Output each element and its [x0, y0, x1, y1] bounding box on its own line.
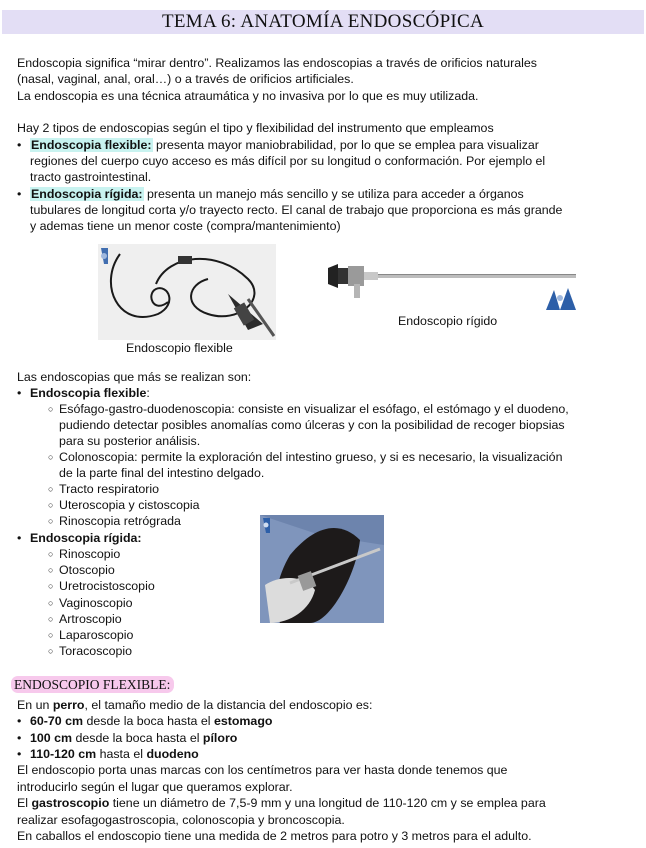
- dog-intro: [17, 697, 372, 713]
- flex-item-4-text: Uteroscopia y cistoscopia: [59, 498, 200, 512]
- gastroscope-line-1: [17, 795, 546, 811]
- flexible-endoscope-photo: [98, 244, 276, 340]
- arthroscopy-photo: [260, 515, 384, 623]
- circle-bullet-icon: ○: [48, 581, 54, 591]
- circle-bullet-icon: ○: [48, 452, 54, 462]
- dog-intro-c: , el tamaño medio de la distancia del endoscopio es:: [84, 698, 373, 712]
- measure-2-a: 100 cm: [30, 731, 73, 745]
- types-lead: Hay 2 tipos de endoscopias según el tipo y flexibilidad del instrumento que empleamos: [17, 121, 494, 135]
- measure-1-b: desde la boca hasta el: [83, 714, 214, 728]
- measure-1-a: 60-70 cm: [30, 714, 84, 728]
- intro-line-3: La endoscopia es una técnica atraumática y no invasiva por lo que es muy utilizada.: [17, 89, 479, 103]
- bullet-dot: •: [17, 714, 22, 728]
- type-flexible-line-1: presenta mayor maniobrabilidad, por lo que se emplea para visualizar: [152, 138, 539, 152]
- dog-intro-a: En un: [17, 698, 53, 712]
- type-flexible-line-3: tracto gastrointestinal.: [30, 170, 152, 184]
- rigid-item-text: Laparoscopio: [59, 628, 134, 642]
- bullet-dot: •: [17, 731, 22, 745]
- rigid-heading-text: Endoscopia rígida:: [30, 531, 142, 545]
- circle-bullet-icon: ○: [48, 565, 54, 575]
- term-flexible: Endoscopia flexible:: [31, 138, 152, 152]
- flex-item-1-line-2: pudiendo detectar posibles anomalías como úlceras y con la posibilidad de recoger biopsias: [59, 418, 565, 432]
- rigid-endoscope-photo: [324, 254, 578, 314]
- circle-bullet-icon: ○: [48, 484, 54, 494]
- flex-item-5-text: Rinoscopia retrógrada: [59, 514, 181, 528]
- section-title-text: ENDOSCOPIO FLEXIBLE:: [11, 676, 174, 693]
- gastro-b: gastroscopio: [31, 796, 110, 810]
- flex-heading-text: Endoscopia flexible: [30, 386, 147, 400]
- gastro-a: El: [17, 796, 32, 810]
- measure-3-b: hasta el: [96, 747, 147, 761]
- rigid-endoscope-caption: Endoscopio rígido: [398, 314, 498, 328]
- bullet-dot: •: [17, 531, 22, 545]
- bullet-dot: •: [17, 138, 22, 152]
- rigid-item-text: Rinoscopio: [59, 547, 121, 561]
- measure-2-b: desde la boca hasta el: [72, 731, 203, 745]
- gastro-c: tiene un diámetro de 7,5-9 mm y una longitud de 110-120 cm y se emplea para: [109, 796, 546, 810]
- measure-2-c: píloro: [202, 731, 238, 745]
- logo-icon: [101, 248, 108, 264]
- circle-bullet-icon: ○: [48, 549, 54, 559]
- flex-item-3-text: Tracto respiratorio: [59, 482, 160, 496]
- bullet-dot: •: [17, 747, 22, 761]
- circle-bullet-icon: ○: [48, 500, 54, 510]
- bullet-dot: •: [17, 386, 22, 400]
- flex-heading-colon: :: [146, 386, 150, 400]
- intro-line-1: Endoscopia significa “mirar dentro”. Realizamos las endoscopias a través de orificios naturales: [17, 56, 537, 70]
- section-title: [11, 676, 174, 693]
- rigid-item-text: Vaginoscopio: [59, 596, 133, 610]
- gastroscope-line-2: realizar esofagogastroscopia, colonoscopia y broncoscopia.: [17, 813, 345, 827]
- marks-line-1: El endoscopio porta unas marcas con los centímetros para ver hasta donde tenemos que: [17, 763, 508, 777]
- rigid-item-text: Uretrocistoscopio: [59, 579, 155, 593]
- rigid-item-text: Toracoscopio: [59, 644, 133, 658]
- circle-bullet-icon: ○: [48, 598, 54, 608]
- type-flexible-line-2: regiones del cuerpo cuyo acceso es más difícil por su longitud o conformación. Por ejemplo el: [30, 154, 546, 168]
- type-rigid-line-2: tubulares de longitud corta y/o trayecto recto. El canal de trabajo que proporciona es más grande: [30, 203, 563, 217]
- flex-item-1-line-3: para su posterior análisis.: [59, 434, 201, 448]
- measure-3-a: 110-120 cm: [30, 747, 97, 761]
- type-rigid-line-1: presenta un manejo más sencillo y se utiliza para acceder a órganos: [143, 187, 524, 201]
- measure-1-c: estomago: [213, 714, 273, 728]
- term-rigid: Endoscopia rígida:: [31, 187, 143, 201]
- flex-item-2-line-2: de la parte final del intestino delgado.: [59, 466, 265, 480]
- measure-3-c: duodeno: [146, 747, 199, 761]
- common-lead: Las endoscopias que más se realizan son:: [17, 370, 252, 384]
- logo-icon: [546, 288, 576, 310]
- rigid-item-text: Otoscopio: [59, 563, 115, 577]
- circle-bullet-icon: ○: [48, 630, 54, 640]
- type-rigid-line-3: y ademas tiene un menor coste (compra/mantenimiento): [30, 219, 341, 233]
- page-title: TEMA 6: ANATOMÍA ENDOSCÓPICA: [161, 11, 485, 32]
- flex-item-1-line-1: Esófago-gastro-duodenoscopia: consiste en visualizar el esófago, el estómago y el duodeno,: [59, 402, 569, 416]
- dog-intro-b: perro: [52, 698, 85, 712]
- horses-line: En caballos el endoscopio tiene una medida de 2 metros para potro y 3 metros para el adulto.: [17, 829, 532, 843]
- flex-item-2-line-1: Colonoscopia: permite la exploración del intestino grueso, y si es necesario, la visualización: [59, 450, 563, 464]
- circle-bullet-icon: ○: [48, 404, 54, 414]
- circle-bullet-icon: ○: [48, 614, 54, 624]
- circle-bullet-icon: ○: [48, 516, 54, 526]
- intro-line-2: (nasal, vaginal, anal, oral…) o a través de orificios artificiales.: [17, 72, 354, 86]
- rigid-item-text: Artroscopio: [59, 612, 122, 626]
- flexible-endoscope-caption: Endoscopio flexible: [126, 341, 233, 355]
- marks-line-2: introducirlo según el lugar que queramos explorar.: [17, 780, 293, 794]
- circle-bullet-icon: ○: [48, 646, 54, 656]
- bullet-dot: •: [17, 187, 22, 201]
- page-title-bar: [2, 10, 644, 34]
